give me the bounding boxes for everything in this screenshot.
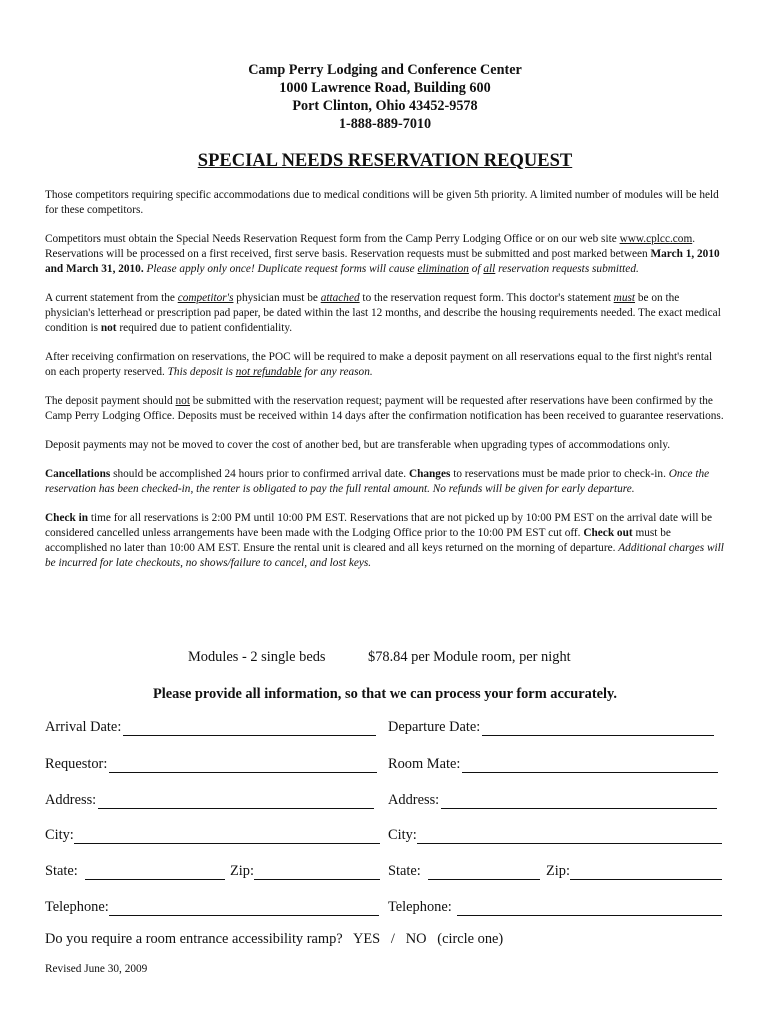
text: Additional charges will be incurred for late checkouts, no shows/failure to cancel, and lost keys.: [45, 542, 724, 569]
text: be on the physician's letterhead or prescription pad paper, be dated within the last 12 months, and describe the housing requirements needed. The exact medical condition is: [45, 292, 721, 334]
roommate-address-field[interactable]: [388, 789, 717, 809]
text: Once the reservation has been checked-in, the renter is obligated to pay the full rental amount. No refunds will be given for early departure.: [45, 468, 710, 495]
requestor-line[interactable]: [109, 758, 377, 773]
state-label: State:: [45, 863, 78, 879]
text: Competitors must obtain the Special Needs Reservation Request form from the Camp Perry Lodging Office or on our web site: [45, 233, 620, 245]
roommate-city-line[interactable]: [417, 829, 722, 844]
roommate-zip-line[interactable]: [570, 865, 722, 880]
text: must: [613, 292, 636, 304]
city-line[interactable]: [74, 829, 380, 844]
text: to the reservation request form. This doctor's statement: [359, 292, 614, 304]
requestor-field[interactable]: [45, 753, 377, 773]
roommate-zip-field[interactable]: [546, 860, 722, 880]
address-label: Address:: [45, 792, 97, 808]
roommate-state-field[interactable]: [388, 860, 540, 880]
telephone-field[interactable]: [45, 896, 379, 916]
paragraph-priority: Those competitors requiring specific accommodations due to medical conditions will be given 5th priority. A limited number of modules will be held for these competitors.: [45, 189, 719, 216]
roommate-zip-label: Zip:: [546, 863, 570, 879]
text: Changes: [408, 468, 451, 480]
page-title: SPECIAL NEEDS RESERVATION REQUEST: [197, 151, 573, 171]
roommate-state-label: State:: [388, 863, 421, 879]
paragraph-obtain-form: [45, 232, 725, 277]
org-city: Port Clinton, Ohio 43452-9578: [292, 98, 478, 114]
zip-line[interactable]: [254, 865, 380, 880]
text: must be accomplished no later than 10:00 AM EST. Ensure the rental unit is cleared and all keys returned on the morning of departure.: [45, 527, 671, 554]
text: be submitted with the reservation request; payment will be requested after reservations have been confirmed by the Camp Perry Lodging Office. Deposits must be received within 14 days after the confirmation notification has been received to guarantee reservations.: [45, 395, 724, 422]
text: competitor's: [177, 292, 234, 304]
arrival-date-label: Arrival Date:: [45, 719, 122, 735]
text: not refundable: [235, 366, 302, 378]
text: The deposit payment should: [45, 395, 176, 407]
module-price: $78.84 per Module room, per night: [368, 649, 571, 665]
text: Check in: [45, 512, 88, 524]
departure-date-label: Departure Date:: [388, 719, 481, 735]
paragraph-checkin: [45, 511, 725, 571]
text: not: [100, 322, 117, 334]
text: of: [468, 263, 484, 275]
text: to reservations must be made prior to check-in.: [450, 468, 669, 480]
roommate-label: Room Mate:: [388, 756, 461, 772]
roommate-field[interactable]: [388, 753, 718, 773]
text: should be accomplished 24 hours prior to confirmed arrival date.: [110, 468, 409, 480]
roommate-state-line[interactable]: [428, 865, 540, 880]
text: This deposit is: [167, 366, 236, 378]
state-line[interactable]: [85, 865, 225, 880]
text: not: [175, 395, 190, 407]
roommate-telephone-line[interactable]: [457, 901, 722, 916]
arrival-date-field[interactable]: [45, 716, 376, 736]
instructions: [45, 188, 725, 585]
text: attached: [320, 292, 360, 304]
requestor-label: Requestor:: [45, 756, 108, 772]
roommate-telephone-label: Telephone:: [388, 899, 452, 915]
text: . Reservations will be processed on a first received, first serve basis. Reservation requests must be submitted and post marked between: [45, 233, 696, 260]
text: After receiving confirmation on reservations, the POC will be required to make a deposit payment on all reservations equal to the first night's rental on each property reserved.: [45, 351, 713, 378]
submit-dates: March 1, 2010 and March 31, 2010.: [45, 248, 720, 275]
text: required due to patient confidentiality.: [116, 322, 293, 334]
paragraph-cancellations: [45, 467, 725, 497]
text: for any reason.: [301, 366, 373, 378]
text: Cancellations: [45, 468, 111, 480]
org-street: 1000 Lawrence Road, Building 600: [279, 80, 491, 96]
zip-label: Zip:: [230, 863, 254, 879]
roommate-address-line[interactable]: [441, 794, 717, 809]
paragraph-physician: [45, 291, 725, 336]
roommate-city-label: City:: [388, 827, 417, 843]
text: physician must be: [233, 292, 321, 304]
paragraph-deposit-payment: [45, 394, 725, 424]
departure-date-field[interactable]: [388, 716, 714, 736]
revision-date: Revised June 30, 2009: [45, 963, 148, 975]
departure-date-line[interactable]: [482, 721, 714, 736]
telephone-line[interactable]: [109, 901, 379, 916]
text: reservation requests submitted.: [495, 263, 639, 275]
roommate-telephone-field[interactable]: [388, 896, 722, 916]
paragraph-deposit: [45, 350, 725, 380]
module-type: Modules - 2 single beds: [188, 649, 326, 665]
form-instruction: Please provide all information, so that we can process your form accurately.: [152, 686, 618, 702]
text: A current statement from the: [45, 292, 178, 304]
city-field[interactable]: [45, 824, 380, 844]
address-line[interactable]: [98, 794, 374, 809]
website-link[interactable]: www.cplcc.com: [619, 233, 693, 245]
text: elimination: [417, 263, 469, 275]
text: Check out: [583, 527, 633, 539]
telephone-label: Telephone:: [45, 899, 109, 915]
text: time for all reservations is 2:00 PM until 10:00 PM EST. Reservations that are not picked up by 10:00 PM EST on the arrival date will be considered cancelled unless arrangements have been made with the Lodging Office prior to the 10:00 PM EST cut off.: [45, 512, 712, 539]
roommate-city-field[interactable]: [388, 824, 722, 844]
module-pricing: [188, 649, 571, 666]
address-field[interactable]: [45, 789, 374, 809]
text: all: [483, 263, 496, 275]
state-field[interactable]: [45, 860, 225, 880]
letterhead: [0, 61, 770, 133]
org-name: Camp Perry Lodging and Conference Center: [248, 62, 522, 78]
roommate-line[interactable]: [462, 758, 718, 773]
org-phone: 1-888-889-7010: [338, 116, 432, 132]
ramp-question[interactable]: Do you require a room entrance accessibility ramp? YES / NO (circle one): [45, 931, 504, 947]
city-label: City:: [45, 827, 74, 843]
roommate-address-label: Address:: [388, 792, 440, 808]
arrival-date-line[interactable]: [123, 721, 376, 736]
zip-field[interactable]: [230, 860, 380, 880]
text: Please apply only once! Duplicate request forms will cause: [143, 263, 418, 275]
paragraph-transfer: Deposit payments may not be moved to cover the cost of another bed, but are transferable when upgrading types of accommodations only.: [45, 439, 671, 451]
